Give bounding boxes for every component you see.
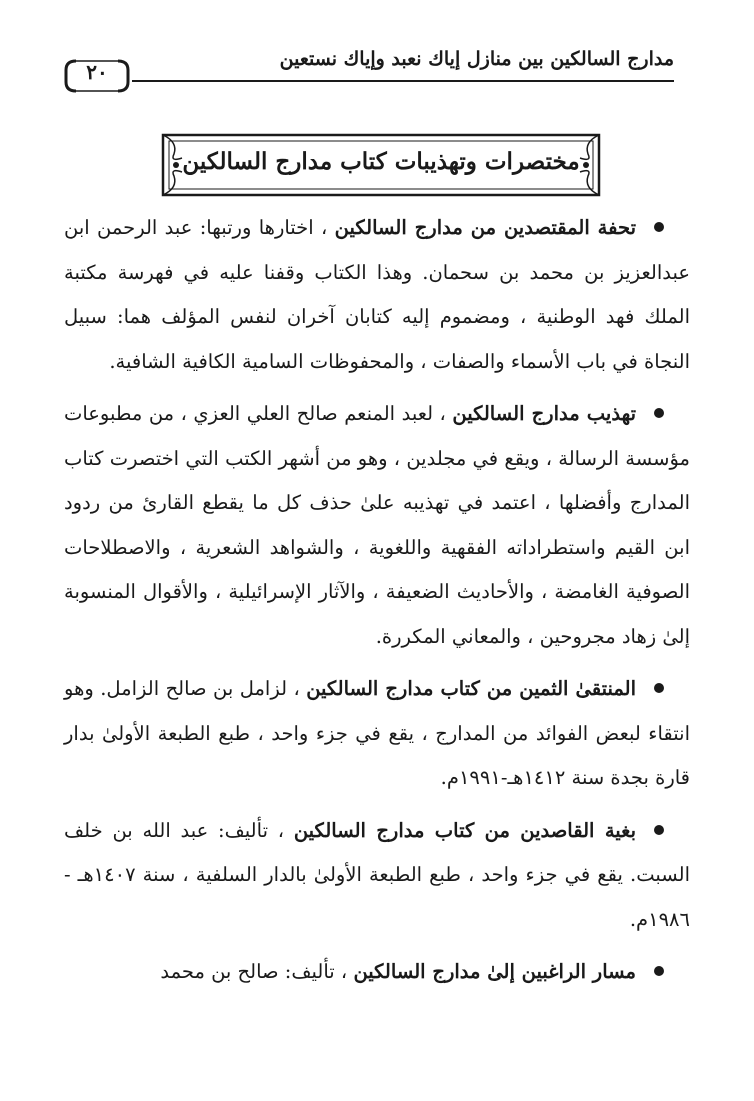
bullet-icon [654,966,664,976]
entry-item [64,667,690,801]
entry-text: ، اختارها ورتبها: عبد الرحمن ابن عبدالعزيز بن محمد بن سحمان. وهذا الكتاب وقفنا عليه في فهرسة مكتبة الملك فهد الوطنية ، ومضموم إليه كتابان آخران لنفس المؤلف هما: سبيل النجاة في باب الأسماء والصفات ، والمحفوظات السامية الكافية الشافية. [64,216,690,373]
entry-text: ، تأليف: عبد الله بن خلف السبت. يقع في جزء واحد ، طبع الطبعة الأولىٰ بالدار السلفية ، سنة ١٤٠٧هـ - ١٩٨٦م. [64,818,690,931]
entry-title: مسار الراغبين إلىٰ مدارج السالكين [353,960,636,983]
page-number: ٢٠ [86,60,108,84]
bullet-icon [654,222,664,232]
entry-item [64,206,690,384]
entry-item [64,950,690,995]
bullet-icon [654,825,664,835]
entry-item [64,392,690,659]
entry-text: ، لزامل بن صالح الزامل. وهو انتقاء لبعض الفوائد من المدارج ، يقع في جزء واحد ، طبع الطبعة الأولىٰ بدار قارة بجدة سنة ١٤١٢هـ-١٩٩١م. [64,677,690,789]
entry-item [64,809,690,943]
running-header-title: مدارج السالكين بين منازل إياك نعبد وإياك نستعين [279,48,674,70]
entry-title: تهذيب مدارج السالكين [452,402,636,425]
running-header [62,46,674,96]
body-text [64,206,690,1003]
entry-title: تحفة المقتصدين من مدارج السالكين [334,216,636,239]
bullet-icon [654,408,664,418]
section-title: مختصرات وتهذيبات كتاب مدارج السالكين [182,148,580,175]
bullet-icon [654,683,664,693]
entry-title: المنتقىٰ الثمين من كتاب مدارج السالكين [306,677,637,700]
header-rule [132,80,674,82]
entry-text: ، تأليف: صالح بن محمد [160,960,348,983]
entry-title: بغية القاصدين من كتاب مدارج السالكين [293,818,636,842]
entry-text: ، لعبد المنعم صالح العلي العزي ، من مطبوعات مؤسسة الرسالة ، ويقع في مجلدين ، وهو من أشهر الكتب التي اختصرت كتاب المدارج وأفضلها ، اعتمد في تهذيبه علىٰ حذف كل ما يقطع القارئ من ردود ابن القيم واستطراداته الفقهية واللغوية ، والشواهد الشعرية ، والاصطلاحات الصوفية الغامضة ، والأحاديث الضعيفة ، والآثار الإسرائيلية ، والأقوال المنسوبة إلىٰ زهاد مجروحين ، والمعاني المكررة. [64,402,690,648]
page-number-badge [62,58,132,94]
section-title-frame [160,132,602,198]
